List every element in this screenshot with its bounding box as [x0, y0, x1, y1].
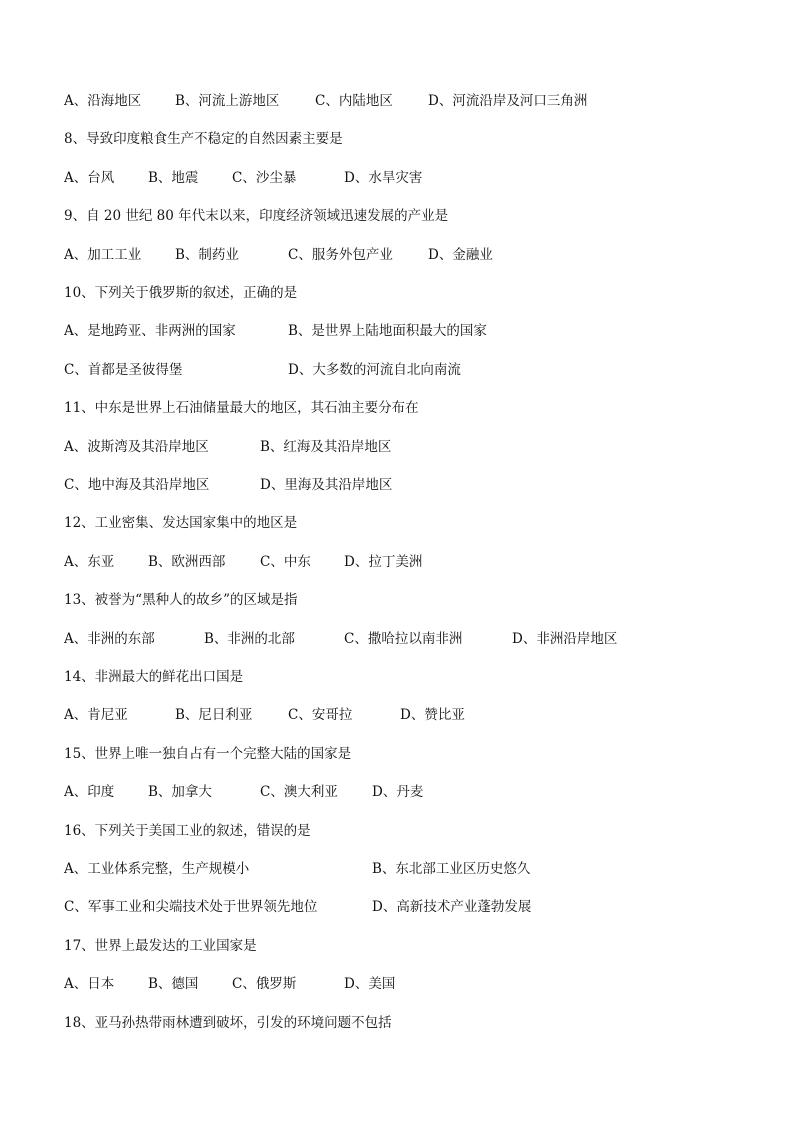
option-choice: B、红海及其沿岸地区 [260, 438, 392, 455]
question-text: 18、亚马孙热带雨林遭到破坏，引发的环境问题不包括 [64, 1014, 392, 1031]
question-text: 11、中东是世界上石油储量最大的地区，其石油主要分布在 [64, 400, 419, 417]
option-choice: C、澳大利亚 [260, 784, 338, 801]
option-choice: C、中东 [260, 553, 311, 570]
option-choice: B、东北部工业区历史悠久 [372, 861, 531, 877]
question-text: 14、非洲最大的鲜花出口国是 [64, 669, 244, 685]
option-choice: C、沙尘暴 [232, 169, 297, 186]
question-text: 16、下列关于美国工业的叙述，错误的是 [64, 822, 311, 839]
option-choice: D、河流沿岸及河口三角洲 [428, 93, 588, 109]
question-text: 9、自 20 世纪 80 年代末以来，印度经济领域迅速发展的产业是 [64, 208, 449, 225]
option-choice: A、台风 [64, 169, 115, 186]
option-choice: C、安哥拉 [288, 707, 353, 724]
question-text: 10、下列关于俄罗斯的叙述，正确的是 [64, 285, 298, 301]
option-choice: B、河流上游地区 [175, 93, 280, 109]
option-choice: B、欧洲西部 [148, 553, 226, 570]
option-choice: D、水旱灾害 [344, 169, 423, 186]
option-choice: A、沿海地区 [64, 93, 142, 109]
option-choice: C、军事工业和尖端技术处于世界领先地位 [64, 899, 318, 916]
option-choice: B、尼日利亚 [175, 707, 253, 724]
option-choice: A、印度 [64, 784, 115, 801]
option-choice: B、非洲的北部 [204, 630, 295, 647]
option-choice: C、服务外包产业 [288, 246, 393, 263]
option-choice: C、首都是圣彼得堡 [64, 361, 183, 378]
question-text: 17、世界上最发达的工业国家是 [64, 937, 257, 954]
option-choice: A、肯尼亚 [64, 707, 128, 724]
option-choice: D、高新技术产业蓬勃发展 [372, 899, 532, 916]
option-choice: D、金融业 [428, 246, 493, 263]
option-choice: B、是世界上陆地面积最大的国家 [288, 323, 487, 340]
option-choice: A、非洲的东部 [64, 630, 155, 647]
option-choice: D、丹麦 [372, 784, 424, 801]
option-choice: D、非洲沿岸地区 [512, 630, 618, 647]
option-choice: A、是地跨亚、非两洲的国家 [64, 323, 236, 340]
option-choice: D、里海及其沿岸地区 [260, 477, 393, 493]
question-text: 8、导致印度粮食生产不稳定的自然因素主要是 [64, 131, 343, 148]
question-text: 13、被誉为“黑种人的故乡”的区域是指 [64, 592, 298, 609]
option-choice: D、赞比亚 [400, 707, 465, 724]
option-choice: D、美国 [344, 976, 396, 993]
option-choice: C、内陆地区 [315, 93, 393, 109]
option-choice: B、地震 [148, 169, 199, 186]
question-text: 12、工业密集、发达国家集中的地区是 [64, 515, 298, 532]
option-choice: A、工业体系完整，生产规模小 [64, 861, 250, 877]
option-choice: A、加工工业 [64, 246, 142, 263]
option-choice: C、撒哈拉以南非洲 [344, 630, 463, 647]
question-text: 15、世界上唯一独自占有一个完整大陆的国家是 [64, 745, 352, 762]
option-choice: B、加拿大 [148, 784, 212, 801]
option-choice: A、东亚 [64, 553, 115, 570]
option-choice: B、制药业 [175, 246, 239, 263]
option-choice: C、俄罗斯 [232, 976, 297, 993]
option-choice: A、波斯湾及其沿岸地区 [64, 438, 209, 455]
option-choice: A、日本 [64, 976, 115, 993]
option-choice: C、地中海及其沿岸地区 [64, 477, 210, 493]
option-choice: D、大多数的河流自北向南流 [288, 361, 461, 378]
option-choice: D、拉丁美洲 [344, 553, 423, 570]
option-choice: B、德国 [148, 976, 199, 993]
